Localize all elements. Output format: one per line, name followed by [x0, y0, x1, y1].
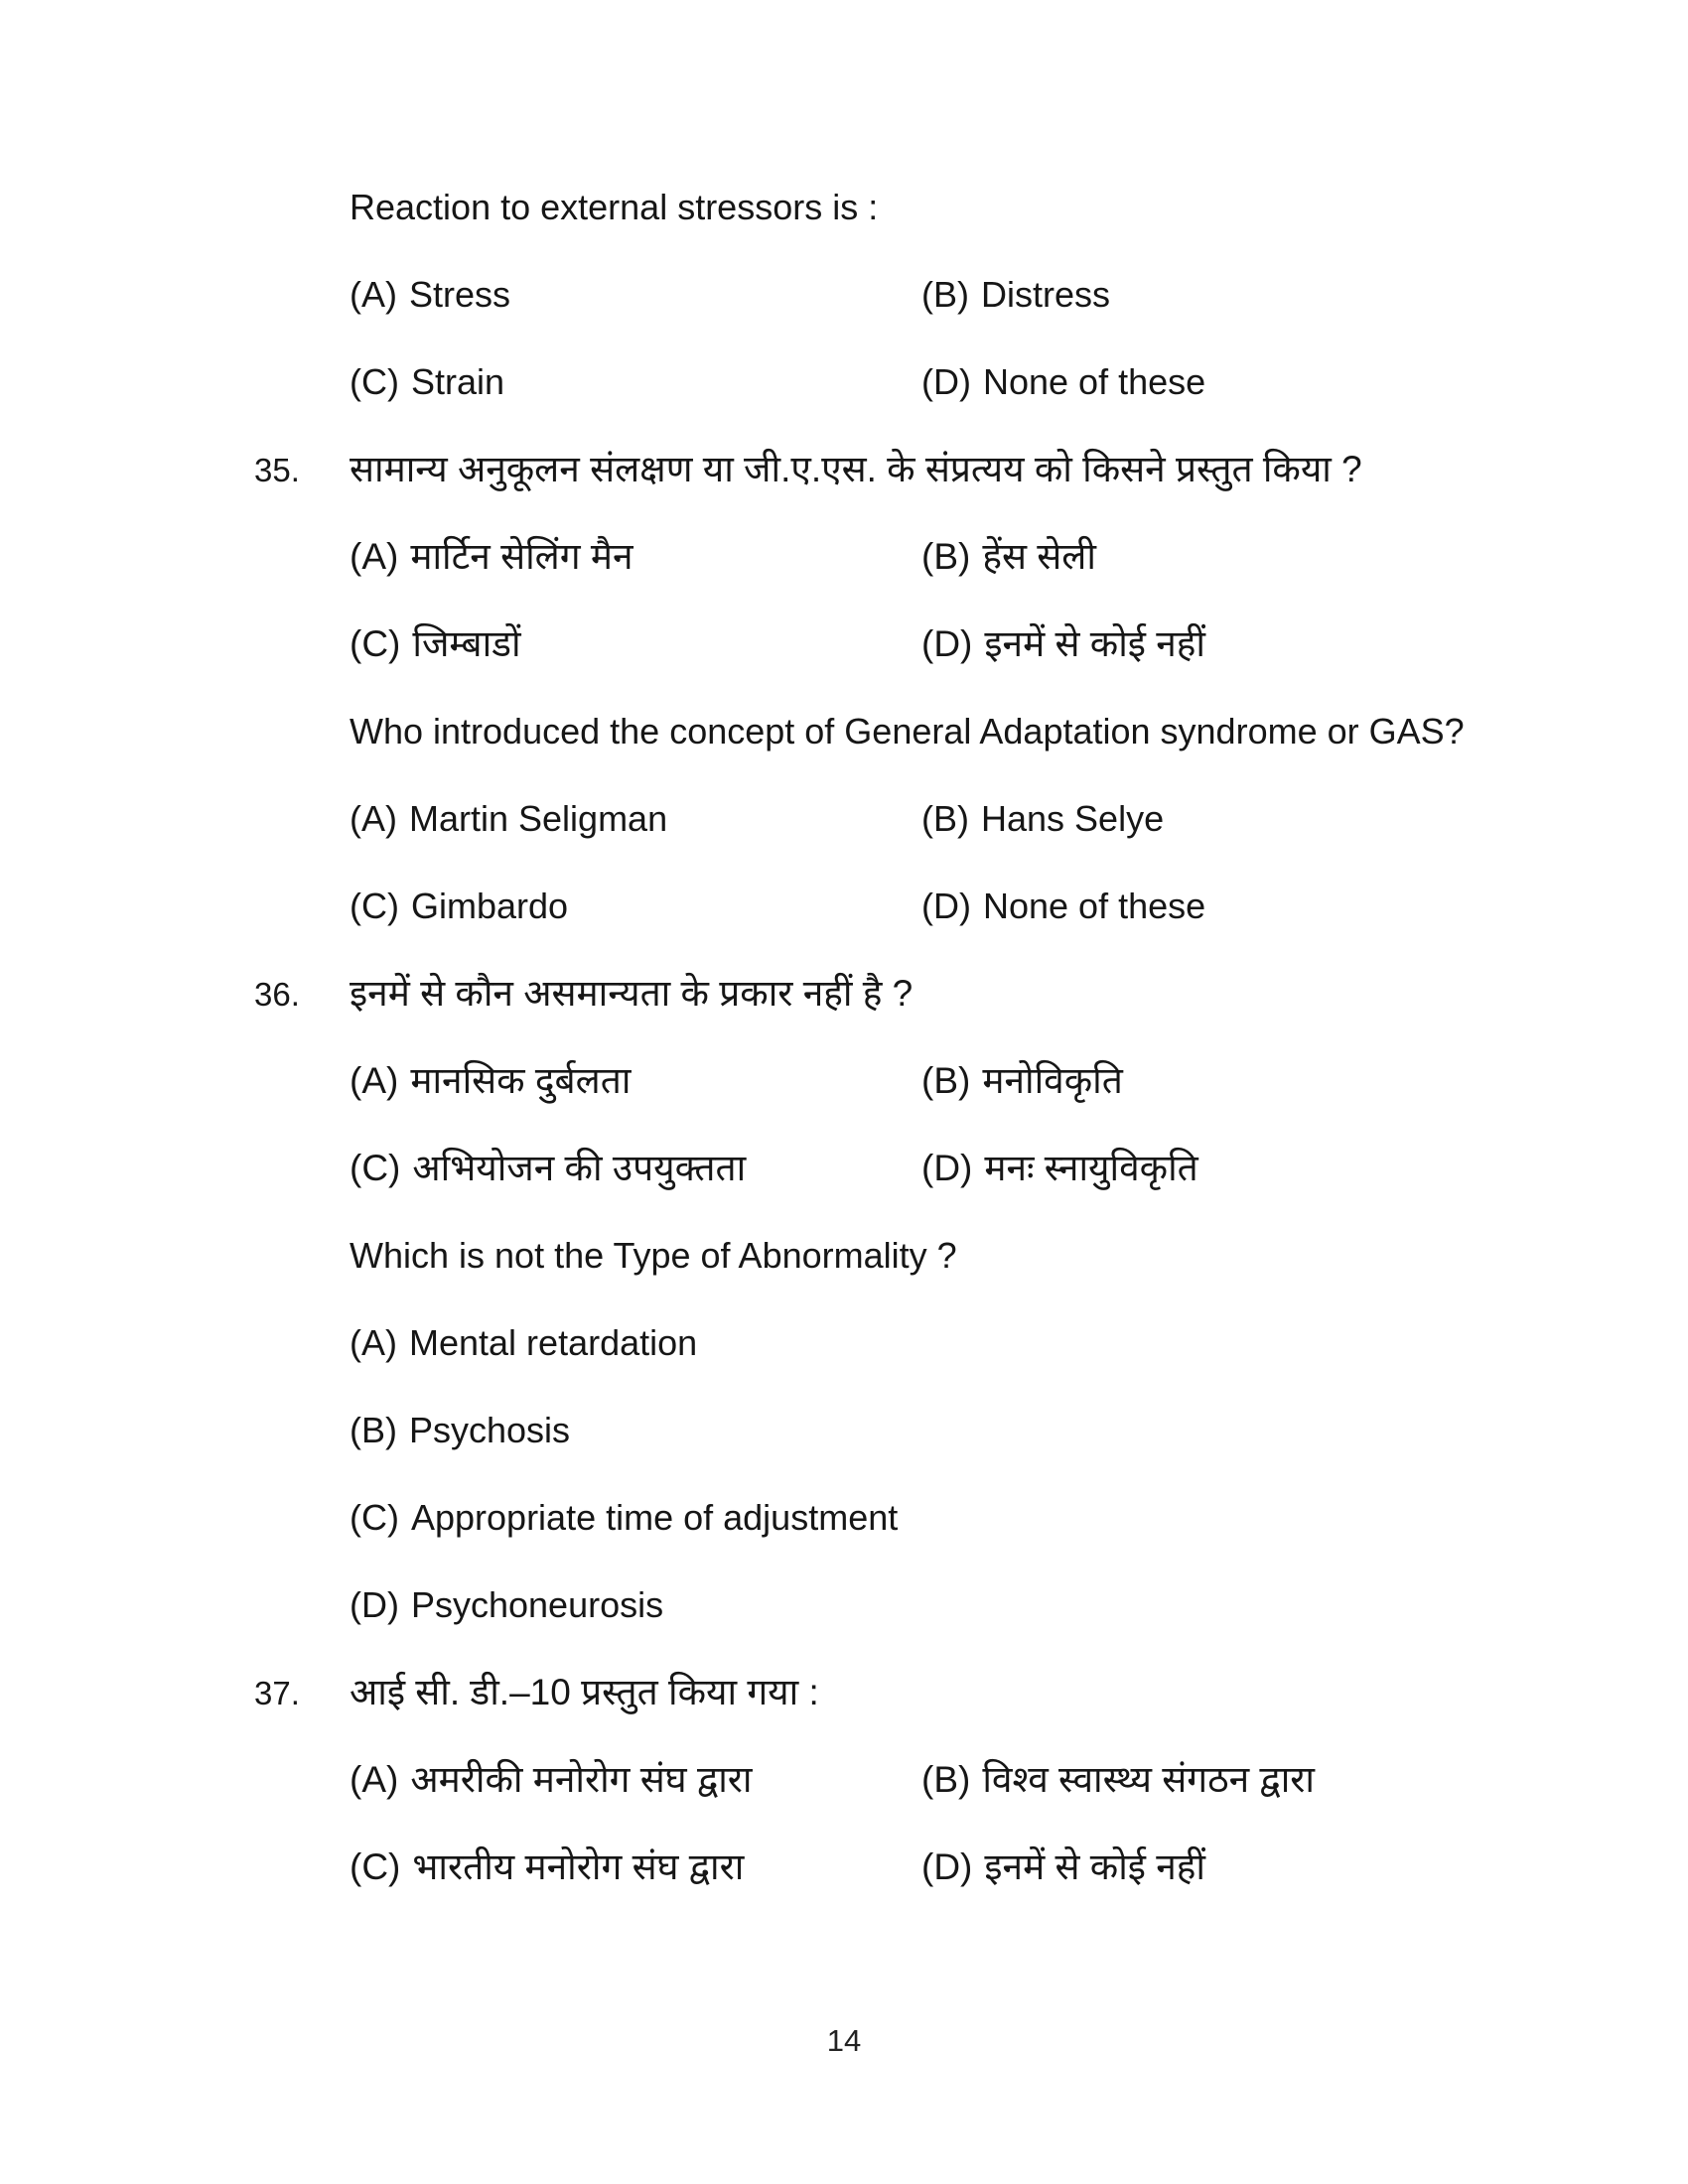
option-text: मानसिक दुर्बलता	[410, 1060, 632, 1101]
option-b	[350, 1408, 1655, 1452]
option-text: इनमें से कोई नहीं	[984, 623, 1205, 664]
option-a	[350, 1058, 921, 1104]
option-label: (C)	[350, 361, 399, 402]
page-content	[254, 185, 1655, 1932]
option-text: None of these	[982, 886, 1206, 926]
option-row	[350, 884, 1655, 971]
question-text: सामान्य अनुकूलन संलक्षण या जी.ए.एस. के संप्रत्यय को किसने प्रस्तुत किया ?	[350, 449, 1362, 489]
option-text: None of these	[982, 361, 1206, 402]
option-d	[921, 359, 1655, 404]
option-label: (A)	[350, 536, 399, 577]
option-c	[350, 359, 921, 404]
option-row	[350, 1757, 1655, 1844]
option-row	[350, 1320, 1655, 1408]
option-text: Gimbardo	[410, 886, 569, 926]
question-37-block	[254, 1670, 1655, 1932]
option-label: (A)	[350, 798, 397, 839]
option-text: जिम्बाडों	[412, 623, 521, 664]
option-text: Psychosis	[409, 1410, 571, 1450]
option-row	[350, 1844, 1655, 1932]
option-text: Stress	[409, 274, 511, 315]
option-a	[350, 796, 921, 841]
question-number: 36.	[254, 976, 300, 1013]
question-text-english: Reaction to external stressors is :	[350, 187, 879, 227]
question-number: 35.	[254, 452, 300, 488]
option-text: Psychoneurosis	[410, 1584, 664, 1625]
option-d	[921, 1844, 1655, 1890]
question-34-block	[350, 185, 1655, 447]
option-label: (A)	[350, 1759, 399, 1800]
option-label: (D)	[921, 886, 971, 926]
question-35-block	[254, 447, 1655, 971]
option-text: अभियोजन की उपयुक्तता	[412, 1148, 747, 1188]
option-label: (D)	[921, 1846, 973, 1887]
option-text: Appropriate time of adjustment	[410, 1497, 899, 1538]
option-label: (D)	[921, 623, 973, 664]
option-text: मनः स्नायुविकृति	[984, 1148, 1198, 1188]
option-label: (B)	[921, 274, 969, 315]
option-label: (B)	[921, 536, 971, 577]
option-label: (B)	[350, 1410, 397, 1450]
option-c	[350, 1146, 921, 1191]
option-c	[350, 621, 921, 667]
option-label: (B)	[921, 1060, 971, 1101]
option-d	[921, 621, 1655, 667]
option-b	[921, 1058, 1655, 1104]
option-label: (C)	[350, 1497, 399, 1538]
question-text-hindi	[254, 1670, 1655, 1757]
question-text-hindi	[254, 971, 1655, 1058]
question-text-hindi	[254, 447, 1655, 534]
option-a	[350, 1320, 1655, 1365]
option-text: Distress	[981, 274, 1111, 315]
option-row	[350, 359, 1655, 447]
option-row	[350, 1582, 1655, 1670]
question-36-block	[254, 971, 1655, 1670]
option-a	[350, 534, 921, 580]
option-text: विश्व स्वास्थ्य संगठन द्वारा	[982, 1759, 1316, 1800]
option-label: (D)	[921, 361, 971, 402]
option-row	[350, 1146, 1655, 1233]
option-label: (D)	[350, 1584, 399, 1625]
option-row	[350, 272, 1655, 359]
option-row	[350, 1408, 1655, 1495]
option-row	[350, 1495, 1655, 1582]
option-text: Strain	[410, 361, 505, 402]
option-text: हेंस सेली	[982, 536, 1096, 577]
option-label: (B)	[921, 798, 969, 839]
option-text: Martin Seligman	[409, 798, 668, 839]
question-number: 37.	[254, 1675, 300, 1711]
option-a	[350, 1757, 921, 1803]
option-c	[350, 884, 921, 928]
option-text: Mental retardation	[409, 1322, 698, 1363]
option-text: अमरीकी मनोरोग संघ द्वारा	[410, 1759, 753, 1800]
option-b	[921, 272, 1655, 317]
option-text: इनमें से कोई नहीं	[984, 1846, 1205, 1887]
option-label: (C)	[350, 886, 399, 926]
option-label: (C)	[350, 1846, 401, 1887]
option-b	[921, 796, 1655, 841]
option-label: (A)	[350, 274, 397, 315]
option-label: (C)	[350, 623, 401, 664]
option-label: (C)	[350, 1148, 401, 1188]
option-label: (A)	[350, 1322, 397, 1363]
option-row	[350, 1058, 1655, 1146]
option-label: (A)	[350, 1060, 399, 1101]
option-d	[921, 1146, 1655, 1191]
question-text: आई सी. डी.–10 प्रस्तुत किया गया :	[350, 1672, 819, 1712]
option-text: भारतीय मनोरोग संघ द्वारा	[412, 1846, 745, 1887]
option-a	[350, 272, 921, 317]
option-b	[921, 1757, 1655, 1803]
option-text: मार्टिन सेलिंग मैन	[410, 536, 633, 577]
option-d	[350, 1582, 1655, 1627]
option-label: (D)	[921, 1148, 973, 1188]
option-row	[350, 621, 1655, 709]
option-b	[921, 534, 1655, 580]
question-text: इनमें से कौन असमान्यता के प्रकार नहीं है ?	[350, 973, 914, 1014]
option-row	[350, 796, 1655, 884]
option-d	[921, 884, 1655, 928]
option-row	[350, 534, 1655, 621]
question-text-english: Who introduced the concept of General Adaptation syndrome or GAS?	[350, 711, 1465, 751]
option-text: मनोविकृति	[982, 1060, 1123, 1101]
option-text: Hans Selye	[981, 798, 1165, 839]
option-c	[350, 1495, 1655, 1540]
option-label: (B)	[921, 1759, 971, 1800]
question-text-english: Which is not the Type of Abnormality ?	[350, 1235, 957, 1276]
option-c	[350, 1844, 921, 1890]
page-number: 14	[826, 2023, 862, 2058]
